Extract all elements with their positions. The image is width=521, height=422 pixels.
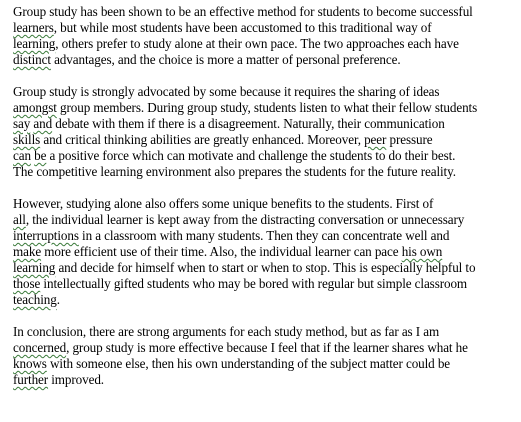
- text-run: , but while most students have been accustomed to this traditional way of: [53, 20, 432, 35]
- spellcheck-flagged-word: be: [34, 148, 47, 163]
- text-line: [13, 164, 509, 180]
- text-run: , others prefer to study alone at their own pace. The two approaches each have: [55, 36, 459, 51]
- text-line: [13, 356, 509, 372]
- text-run: debate with them if there is a disagreement. Naturally, their communication: [52, 116, 445, 131]
- paragraph: [13, 324, 509, 388]
- spellcheck-flagged-word: all: [13, 212, 26, 227]
- text-run: in a classroom with many students. Then they can concentrate well and: [78, 228, 450, 243]
- paragraph: [13, 4, 509, 68]
- text-run: , the individual learner is kept away from the distracting conversation or unnecessary: [25, 212, 465, 227]
- text-run: .: [56, 292, 60, 307]
- text-line: [13, 4, 509, 20]
- text-line: [13, 84, 509, 100]
- text-run: In conclusion, there are strong arguments for each study method, but as far as I am: [13, 324, 440, 339]
- spellcheck-flagged-word: can: [13, 148, 31, 163]
- spellcheck-flagged-word: learning: [13, 260, 56, 275]
- text-run: advantages, and the choice is more a matter of personal preference.: [50, 52, 401, 67]
- text-run: Group study has been shown to be an effective method for students to become successful: [13, 4, 473, 19]
- spellcheck-flagged-word: and: [33, 116, 53, 131]
- spellcheck-flagged-word: interruptions: [13, 228, 79, 243]
- text-line: [13, 324, 509, 340]
- spellcheck-flagged-word: skills: [13, 132, 41, 147]
- spellcheck-flagged-word: distinct: [13, 52, 51, 67]
- text-run: , group study is more effective because I feel that if the learner shares what he: [66, 340, 468, 355]
- spellcheck-flagged-word: peer: [364, 132, 387, 147]
- text-line: [13, 52, 509, 68]
- text-line: [13, 212, 509, 228]
- spellcheck-flagged-word: his own: [401, 244, 443, 259]
- text-line: [13, 148, 509, 164]
- text-line: [13, 372, 509, 388]
- text-line: [13, 196, 509, 212]
- spellcheck-flagged-word: say: [13, 116, 31, 131]
- text-line: [13, 340, 509, 356]
- text-run: with someone else, then his own understanding of the subject matter could be: [46, 356, 451, 371]
- text-run: intellectually gifted students who may be bored with regular but simple classroom: [40, 276, 468, 291]
- text-run: and decide for himself when to start or when to stop. This is especially helpful to: [55, 260, 476, 275]
- text-line: [13, 260, 509, 276]
- text-line: [13, 36, 509, 52]
- text-run: a positive force which can motivate and challenge the students to do their best.: [46, 148, 456, 163]
- text-run: Group study is strongly advocated by some because it requires the sharing of ideas: [13, 84, 440, 99]
- text-line: [13, 244, 509, 260]
- text-run: more efficient use of their time. Also, the individual learner can pace: [41, 244, 402, 259]
- spellcheck-flagged-word: those: [13, 276, 41, 291]
- text-run: The competitive learning environment also prepares the students for the future reality.: [13, 164, 456, 179]
- spellcheck-flagged-word: learners: [13, 20, 54, 35]
- spellcheck-flagged-word: learning: [13, 36, 56, 51]
- spellcheck-flagged-word: make: [13, 244, 42, 259]
- text-line: [13, 228, 509, 244]
- text-line: [13, 276, 509, 292]
- spellcheck-flagged-word: amongst: [13, 100, 57, 115]
- text-run: group members. During group study, students listen to what their fellow students: [56, 100, 478, 115]
- text-line: [13, 100, 509, 116]
- text-line: [13, 132, 509, 148]
- text-run: However, studying alone also offers some unique benefits to the students. First of: [13, 196, 434, 211]
- spellcheck-flagged-word: concerned: [13, 340, 67, 355]
- text-run: improved.: [48, 372, 104, 387]
- spellcheck-flagged-word: knows: [13, 356, 47, 371]
- text-line: [13, 20, 509, 36]
- text-line: [13, 116, 509, 132]
- paragraph: [13, 196, 509, 308]
- text-run: and critical thinking abilities are greatly enhanced. Moreover,: [40, 132, 365, 147]
- spellcheck-flagged-word: further: [13, 372, 49, 387]
- spellcheck-flagged-word: teaching: [13, 292, 57, 307]
- text-run: pressure: [386, 132, 433, 147]
- text-line: [13, 292, 509, 308]
- paragraph: [13, 84, 509, 180]
